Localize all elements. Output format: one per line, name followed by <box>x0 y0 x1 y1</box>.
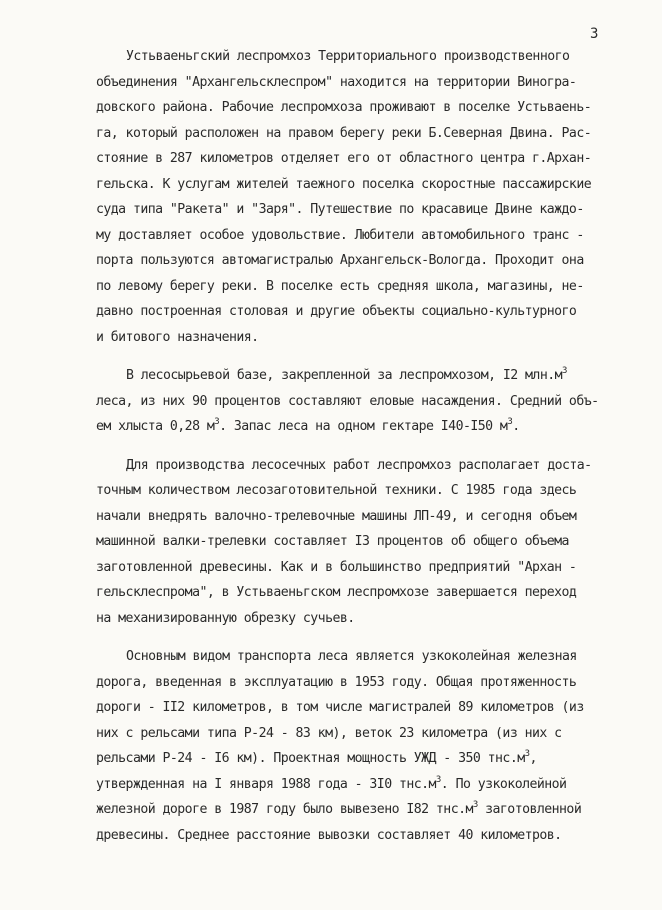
text-segment: . <box>512 419 520 434</box>
page-number: 3 <box>590 26 599 42</box>
text-line: заготовленной древесины. Как и в большинство предприятий "Архан - <box>96 559 577 575</box>
text-line: дороги - II2 километров, в том числе магистралей 89 километров (из <box>96 700 584 715</box>
text-line: начали внедрять валочно-трелевочные машины ЛП-49, и сегодня объем <box>96 508 577 524</box>
text-line: дорога, введенная в эксплуатацию в 1953 году. Общая протяженность <box>96 674 577 690</box>
text-line: гельска. К услугам жителей таежного поселка скоростные пассажирские <box>96 176 592 192</box>
superscript: 3 <box>524 749 530 759</box>
superscript: 3 <box>435 774 441 785</box>
text-line <box>96 414 636 440</box>
text-line: Устьваеньгский леспромхоз Территориального производственного <box>126 49 570 64</box>
text-line: гельсклеспрома", в Устьваеньгском леспромхозе завершается переход <box>96 585 577 600</box>
text-line <box>96 746 636 772</box>
text-segment: . Запас леса на одном гектаре I40-I50 м <box>219 419 508 434</box>
text-line <box>96 363 636 389</box>
text-line: Для производства лесосечных работ леспромхоз располагает доста- <box>126 457 592 473</box>
text-segment: заготовленной <box>477 802 582 817</box>
text-line: и битового назначения. <box>96 329 259 345</box>
text-segment: , <box>529 751 537 766</box>
text-line: по левому берегу реки. В поселке есть средняя школа, магазины, не- <box>96 278 584 294</box>
text-line: леса, из них 90 процентов составляют еловые насаждения. Средний объ- <box>96 393 599 409</box>
document-body <box>96 44 636 861</box>
paragraph-location <box>96 44 636 350</box>
text-line: машинной валки-трелевки составляет I3 процентов об общего объема <box>96 534 569 549</box>
text-segment: ем хлыста 0,28 м <box>96 419 215 434</box>
text-line: га, который расположен на правом берегу реки Б.Северная Двина. Рас- <box>96 125 592 141</box>
text-line: на механизированную обрезку сучьев. <box>96 610 355 626</box>
paragraph-equipment <box>96 453 636 632</box>
text-segment: В лесосырьевой базе, закрепленной за леспромхозом, I2 млн.м <box>126 368 562 383</box>
text-line: них с рельсами типа Р-24 - 83 км), веток 23 километра (из них с <box>96 725 562 741</box>
text-line: довского района. Рабочие леспромхоза проживают в поселке Устьваень- <box>96 100 592 115</box>
superscript: 3 <box>507 417 513 427</box>
text-line: древесины. Среднее расстояние вывозки составляет 40 километров. <box>96 827 562 843</box>
text-line: порта пользуются автомагистралью Архангельск-Вологда. Проходит она <box>96 253 584 268</box>
superscript: 3 <box>214 417 220 427</box>
text-line: Основным видом транспорта леса является узкоколейная железная <box>126 649 577 664</box>
text-line: му доставляет особое удовольствие. Любители автомобильного транс - <box>96 227 584 243</box>
text-segment: железной дороге в 1987 году было вывезено I82 тнс.м <box>96 802 473 817</box>
text-line: стояние в 287 километров отделяет его от областного центра г.Архан- <box>96 151 592 166</box>
text-line <box>96 797 636 823</box>
text-line: объединения "Архангельсклеспром" находится на территории Виногра- <box>96 74 577 90</box>
text-segment: рельсами Р-24 - I6 км). Проектная мощность УЖД - 350 тнс.м <box>96 751 525 766</box>
text-line: давно построенная столовая и другие объекты социально-культурного <box>96 304 577 319</box>
text-line: точным количеством лесозаготовительной техники. С 1985 года здесь <box>96 483 577 498</box>
paragraph-transport <box>96 644 636 848</box>
text-line: суда типа "Ракета" и "Заря". Путешествие по красавице Двине каждо- <box>96 202 584 217</box>
text-line <box>96 772 636 798</box>
superscript: 3 <box>472 800 478 810</box>
text-segment: . По узкоколейной <box>440 776 567 792</box>
text-segment: утвержденная на I января 1988 года - 3I0 тнс.м <box>96 776 436 792</box>
paragraph-forest-base <box>96 363 636 440</box>
superscript: 3 <box>561 366 567 376</box>
